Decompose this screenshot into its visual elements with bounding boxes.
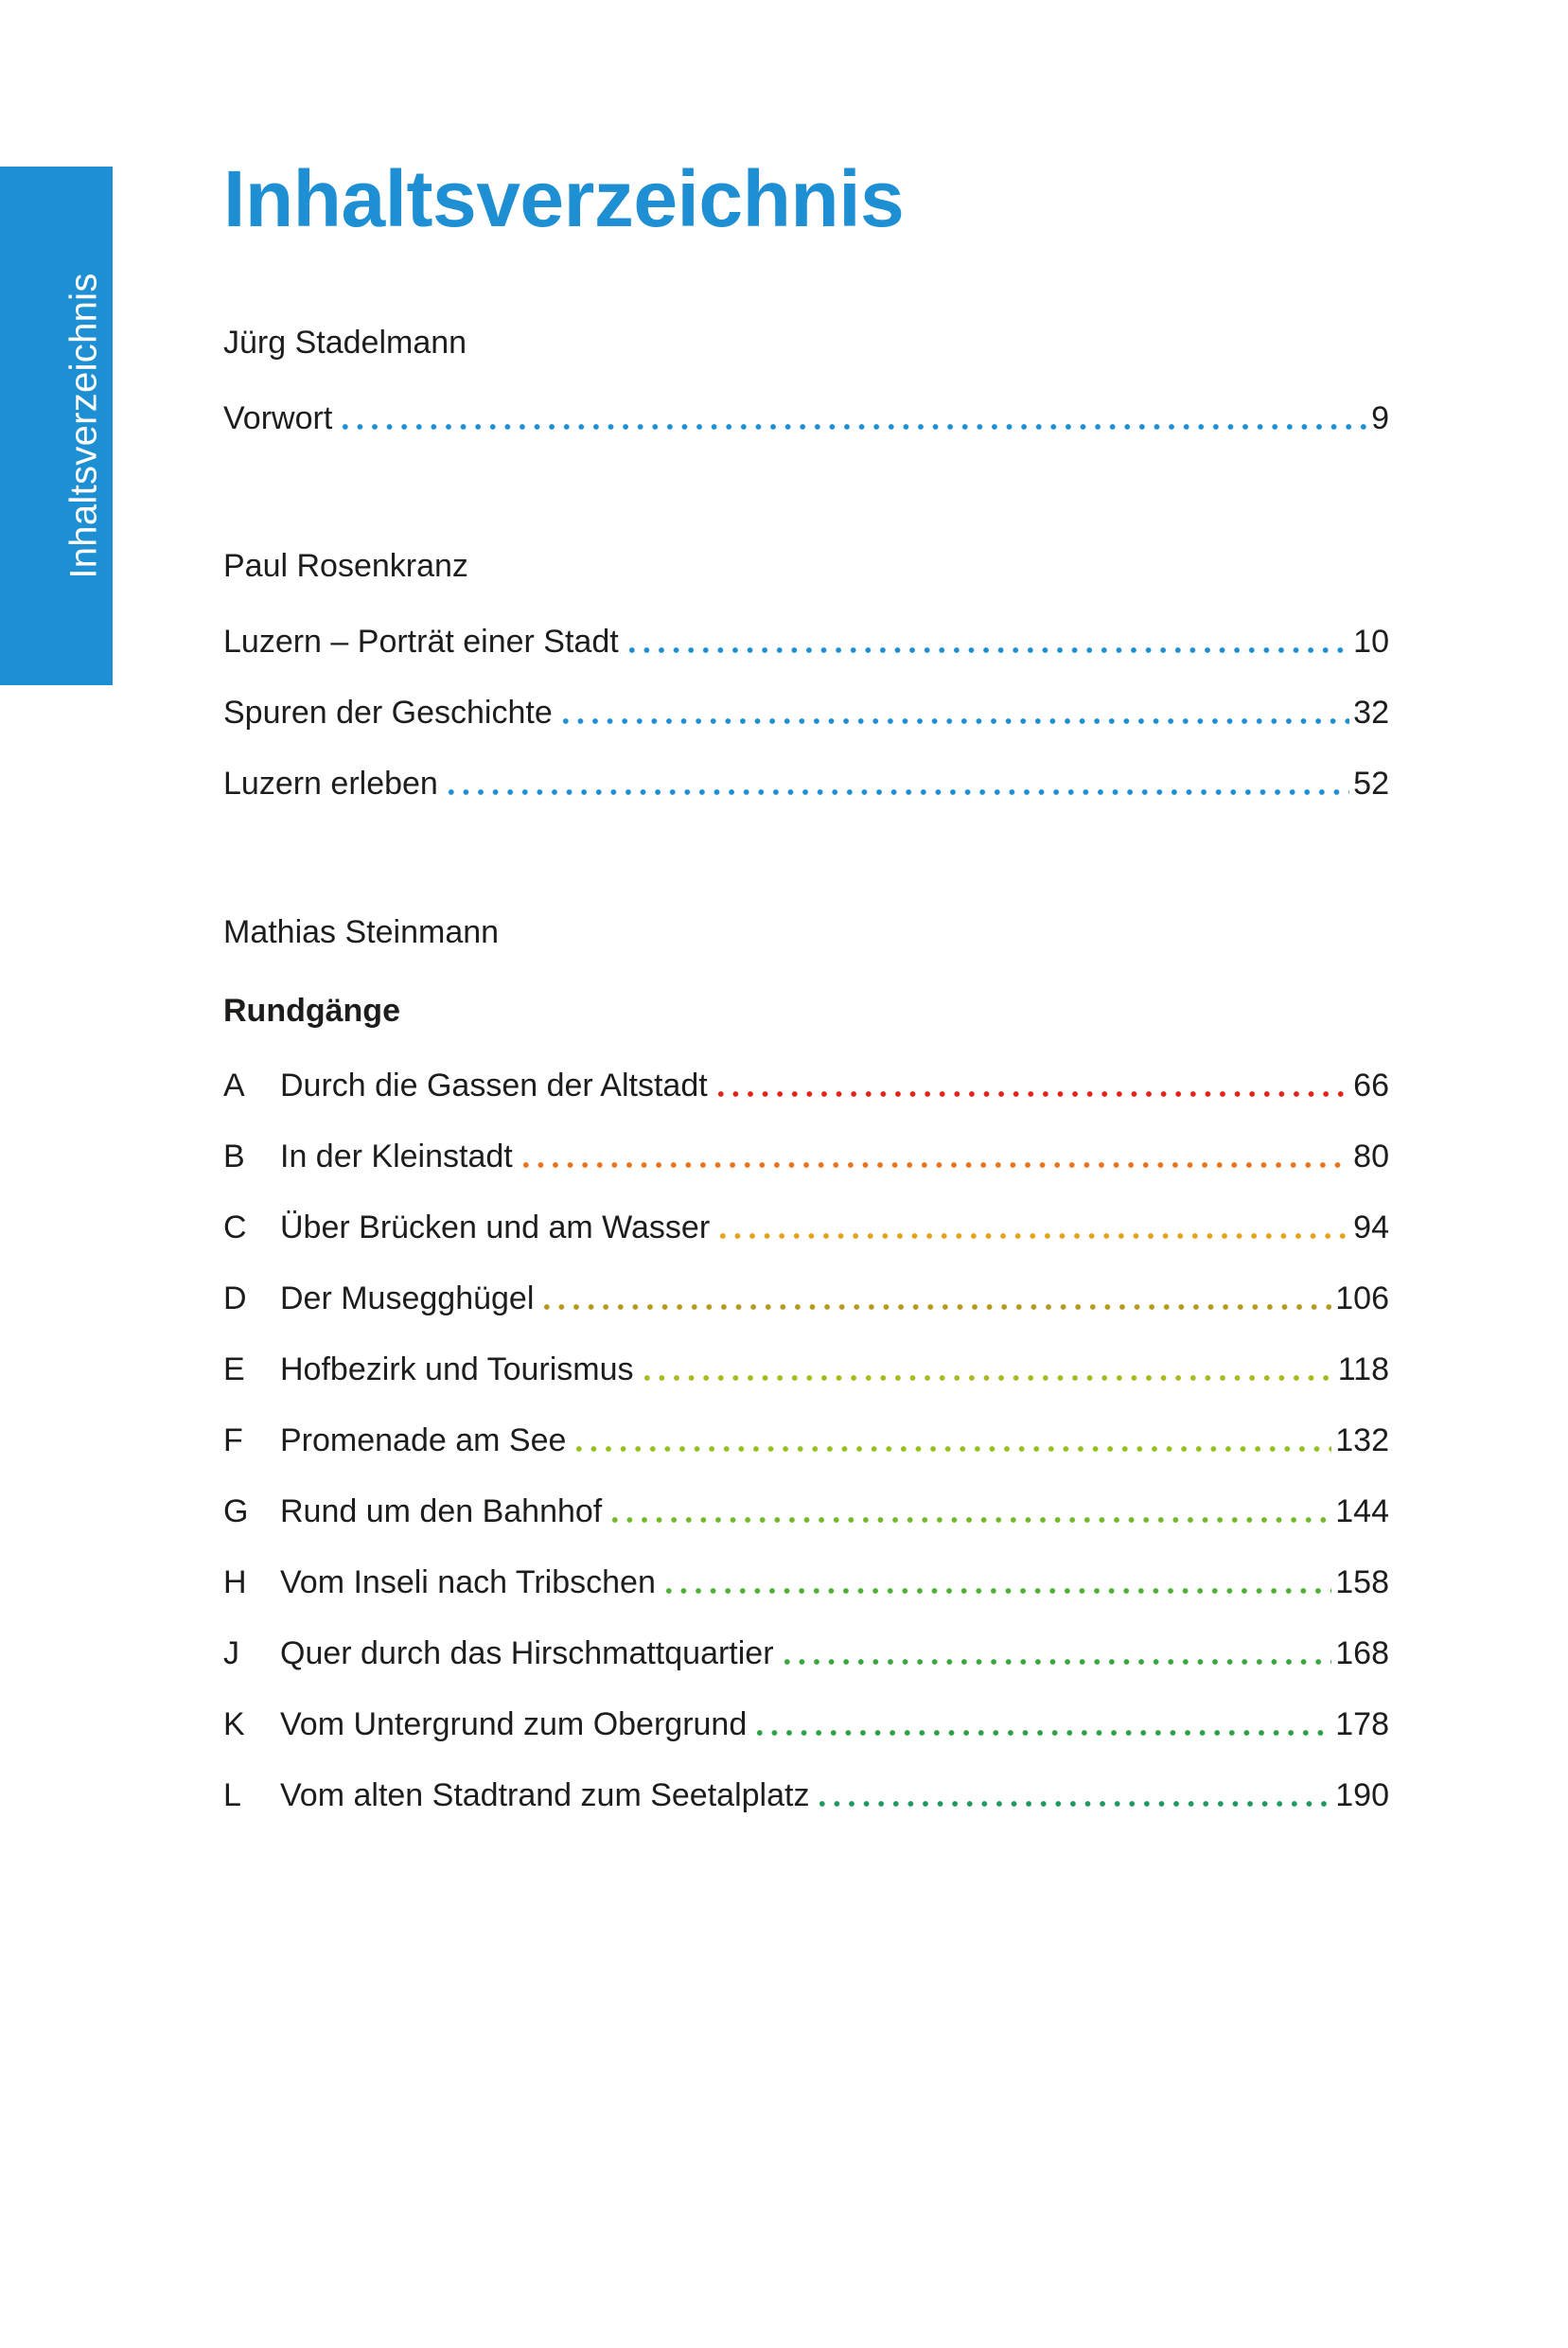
author-rosenkranz: Paul Rosenkranz [223, 548, 468, 584]
author-stadelmann: Jürg Stadelmann [223, 325, 467, 361]
side-tab-label: Inhaltsverzeichnis [62, 273, 105, 579]
side-tab-label-wrap [56, 167, 113, 685]
toc-entry-title: Rund um den Bahnhof [280, 1493, 603, 1529]
toc-entry-title: Vom Untergrund zum Obergrund [280, 1706, 748, 1742]
toc-entry-title: Promenade am See [280, 1422, 567, 1458]
toc-page-number: 144 [1335, 1493, 1389, 1529]
toc-entry-letter: K [223, 1706, 245, 1742]
toc-page-number: 132 [1335, 1422, 1389, 1458]
dot-leader [640, 1372, 1334, 1384]
toc-page-number: 80 [1353, 1139, 1389, 1174]
toc-page-number: 106 [1335, 1280, 1389, 1316]
dot-leader [608, 1514, 1331, 1526]
toc-entry-title: Vorwort [223, 400, 333, 436]
toc-entry-letter: D [223, 1280, 247, 1316]
dot-leader [625, 644, 1349, 656]
toc-entry-geschichte[interactable] [223, 692, 1389, 733]
toc-entry-letter: B [223, 1139, 245, 1174]
toc-page-number: 32 [1353, 695, 1389, 731]
toc-entry-letter: H [223, 1564, 247, 1600]
toc-entry-title: In der Kleinstadt [280, 1139, 513, 1174]
toc-page-number: 9 [1371, 400, 1389, 436]
toc-entry-letter: G [223, 1493, 249, 1529]
dot-leader [539, 1301, 1331, 1313]
section-heading-rundgaenge: Rundgänge [223, 993, 400, 1029]
toc-entry-title: Vom alten Stadtrand zum Seetalplatz [280, 1777, 810, 1813]
toc-entry-e[interactable] [223, 1349, 1389, 1390]
toc-page-number: 66 [1353, 1068, 1389, 1103]
toc-page-number: 10 [1353, 624, 1389, 660]
toc-entry-title: Quer durch das Hirschmattquartier [280, 1635, 774, 1671]
author-steinmann: Mathias Steinmann [223, 914, 500, 950]
dot-leader [519, 1159, 1349, 1171]
side-tab [0, 167, 113, 685]
toc-entry-title: Spuren der Geschichte [223, 695, 553, 731]
toc-page-number: 168 [1335, 1635, 1389, 1671]
toc-entry-title: Durch die Gassen der Altstadt [280, 1068, 708, 1103]
toc-entry-d[interactable] [223, 1278, 1389, 1319]
toc-entry-c[interactable] [223, 1207, 1389, 1248]
page-title: Inhaltsverzeichnis [223, 154, 905, 243]
toc-entry-letter: F [223, 1422, 243, 1458]
toc-entry-letter: A [223, 1068, 245, 1103]
toc-entry-title: Luzern erleben [223, 766, 438, 802]
toc-entry-a[interactable] [223, 1065, 1389, 1106]
toc-entry-letter: E [223, 1351, 245, 1387]
dot-leader [714, 1088, 1349, 1100]
dot-leader [815, 1798, 1331, 1810]
toc-entry-title: Der Musegghügel [280, 1280, 535, 1316]
toc-entry-title: Luzern – Porträt einer Stadt [223, 624, 619, 660]
toc-entry-letter: L [223, 1777, 241, 1813]
dot-leader [752, 1727, 1331, 1739]
toc-entry-f[interactable] [223, 1420, 1389, 1461]
toc-entry-title: Über Brücken und am Wasser [280, 1209, 711, 1245]
toc-page-number: 118 [1337, 1351, 1389, 1387]
toc-entry-j[interactable] [223, 1633, 1389, 1674]
toc-entry-k[interactable] [223, 1704, 1389, 1745]
toc-page-number: 52 [1353, 766, 1389, 802]
dot-leader [558, 715, 1349, 727]
toc-entry-erleben[interactable] [223, 763, 1389, 804]
toc-entry-portraet[interactable] [223, 621, 1389, 662]
toc-entry-title: Hofbezirk und Tourismus [280, 1351, 634, 1387]
dot-leader [780, 1656, 1332, 1668]
toc-page-number: 94 [1353, 1209, 1389, 1245]
toc-entry-l[interactable] [223, 1774, 1389, 1816]
toc-entry-title: Vom Inseli nach Tribschen [280, 1564, 656, 1600]
dot-leader [444, 786, 1349, 798]
dot-leader [572, 1443, 1331, 1455]
toc-page-number: 158 [1335, 1564, 1389, 1600]
dot-leader [661, 1585, 1331, 1597]
toc-entry-b[interactable] [223, 1136, 1389, 1177]
dot-leader [715, 1230, 1349, 1242]
toc-entry-vorwort[interactable] [223, 397, 1389, 439]
toc-page-number: 178 [1335, 1706, 1389, 1742]
toc-page-number: 190 [1335, 1777, 1389, 1813]
toc-entry-h[interactable] [223, 1562, 1389, 1603]
toc-entry-letter: J [223, 1635, 239, 1671]
toc-entry-letter: C [223, 1209, 247, 1245]
dot-leader [338, 421, 1367, 433]
toc-entry-g[interactable] [223, 1491, 1389, 1532]
